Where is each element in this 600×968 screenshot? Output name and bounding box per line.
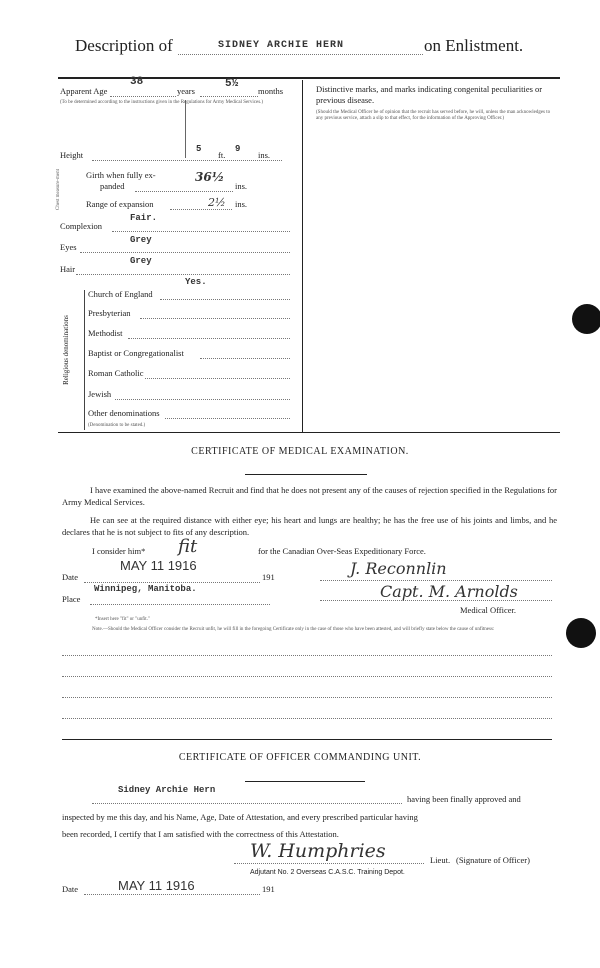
medical-signature-1: J. Reconnlin — [350, 559, 447, 578]
religion-other: Other denominations — [88, 408, 160, 418]
officer-unit: Adjutant No. 2 Overseas C.A.S.C. Training Depot. — [250, 869, 405, 876]
section-rule — [58, 432, 560, 433]
officer-certificate-title: CERTIFICATE OF OFFICER COMMANDING UNIT. — [178, 752, 422, 763]
distinctive-marks-note: (Should the Medical Officer be of opinion that the recruit has served before, he will, unless the man acknowledges to any previous service, attach a slip to that effect, for the information of the Approving Officer.) — [316, 110, 551, 121]
medical-certificate-title: CERTIFICATE OF MEDICAL EXAMINATION. — [191, 446, 409, 457]
title-prefix: Description of — [75, 36, 173, 55]
ft-label: ft. — [218, 150, 226, 160]
years-label: years — [177, 86, 195, 96]
place-value: Winnipeg, Manitoba. — [94, 584, 197, 594]
complexion-value: Fair. — [130, 213, 158, 223]
medical-footnote: *Insert here "fit" or "unfit." — [95, 617, 150, 622]
age-years: 38 — [130, 76, 144, 88]
chest-label: Chest measure-ment — [56, 169, 61, 210]
height-label: Height — [60, 150, 84, 160]
age-months: 5½ — [225, 78, 239, 90]
religion-roman-catholic: Roman Catholic — [88, 368, 144, 378]
religion-baptist: Baptist or Congregationalist — [88, 348, 184, 358]
girth-label: Girth when fully ex- — [86, 170, 156, 180]
months-label: months — [258, 86, 284, 96]
officer-recruit-name: Sidney Archie Hern — [118, 785, 216, 795]
medical-end-rule — [62, 739, 552, 740]
hair-label: Hair — [60, 264, 76, 274]
range-unit: ins. — [235, 199, 248, 209]
medical-paragraph-1: I have examined the above-named Recruit and find that he does not present any of the causes of rejection specified in the Regulations for Army Medical Services. — [62, 485, 557, 507]
medical-paragraph-2: He can see at the required distance with either eye; his heart and lungs are healthy; he has the free use of his joints and limbs, and he declares that he is not subject to fits of any description. — [62, 515, 557, 537]
girth-label-2: panded — [100, 181, 125, 191]
religion-jewish: Jewish — [88, 389, 112, 399]
officer-year-prefix: 191 — [262, 884, 275, 894]
eyes-label: Eyes — [60, 242, 77, 252]
range-value: 2½ — [208, 196, 226, 209]
year-prefix: 191 — [262, 572, 275, 582]
girth-value: 36½ — [195, 170, 225, 184]
title-suffix: on Enlistment. — [424, 36, 524, 55]
officer-signature: W. Humphries — [250, 840, 386, 862]
date-label: Date — [62, 572, 79, 582]
medical-officer-label: Medical Officer. — [460, 605, 517, 615]
officer-line-3: been recorded, I certify that I am satisfied with the correctness of this Attestation. — [62, 829, 339, 839]
medical-signature-2: Capt. M. Arnolds — [380, 582, 518, 601]
height-feet: 5 — [196, 144, 202, 154]
recruit-name: SIDNEY ARCHIE HERN — [218, 40, 345, 51]
signature-of-officer-label: (Signature of Officer) — [456, 855, 530, 865]
range-label: Range of expansion — [86, 199, 154, 209]
inner-divider — [185, 100, 186, 158]
church-value: Yes. — [185, 277, 207, 287]
hair-value: Grey — [130, 256, 152, 266]
religion-presbyterian: Presbyterian — [88, 308, 131, 318]
medical-title-rule — [245, 474, 367, 475]
officer-date-label: Date — [62, 884, 79, 894]
complexion-label: Complexion — [60, 221, 103, 231]
officer-rank: Lieut. — [430, 855, 451, 865]
distinctive-marks-title: Distinctive marks, and marks indicating congenital peculiarities or previous disease. — [316, 84, 543, 105]
eyes-value: Grey — [130, 235, 152, 245]
punch-hole — [566, 618, 596, 648]
place-label: Place — [62, 594, 81, 604]
denomination-note: (Denomination to be stated.) — [88, 423, 146, 428]
religion-label: Religious denominations — [62, 315, 70, 385]
religion-methodist: Methodist — [88, 328, 123, 338]
punch-hole — [572, 304, 600, 334]
column-divider — [302, 80, 303, 432]
officer-title-rule — [245, 781, 365, 782]
consider-value: fit — [178, 536, 198, 557]
age-note: (To be determined according to the instructions given in the Regulations for Army Medical Services.) — [60, 100, 264, 105]
medical-note: Note.—Should the Medical Officer consider the Recruit unfit, he will fill in the foregoing Certificate only in the case of those who have been attested, and will briefly state below the cause of unfitness: — [92, 627, 495, 632]
medical-date: MAY 11 1916 — [120, 558, 197, 573]
consider-suffix: for the Canadian Over-Seas Expeditionary Force. — [258, 546, 426, 556]
consider-label: I consider him* — [92, 546, 146, 556]
girth-unit: ins. — [235, 181, 248, 191]
religion-bracket — [84, 290, 85, 430]
religion-church-of-england: Church of England — [88, 289, 153, 299]
officer-line-1: having been finally approved and — [407, 794, 521, 804]
ins-label: ins. — [258, 150, 271, 160]
height-inches: 9 — [235, 144, 241, 154]
officer-date: MAY 11 1916 — [118, 878, 195, 893]
officer-line-2: inspected by me this day, and his Name, Age, Date of Attestation, and every prescribed particular having — [62, 812, 418, 822]
age-label: Apparent Age — [60, 86, 108, 96]
